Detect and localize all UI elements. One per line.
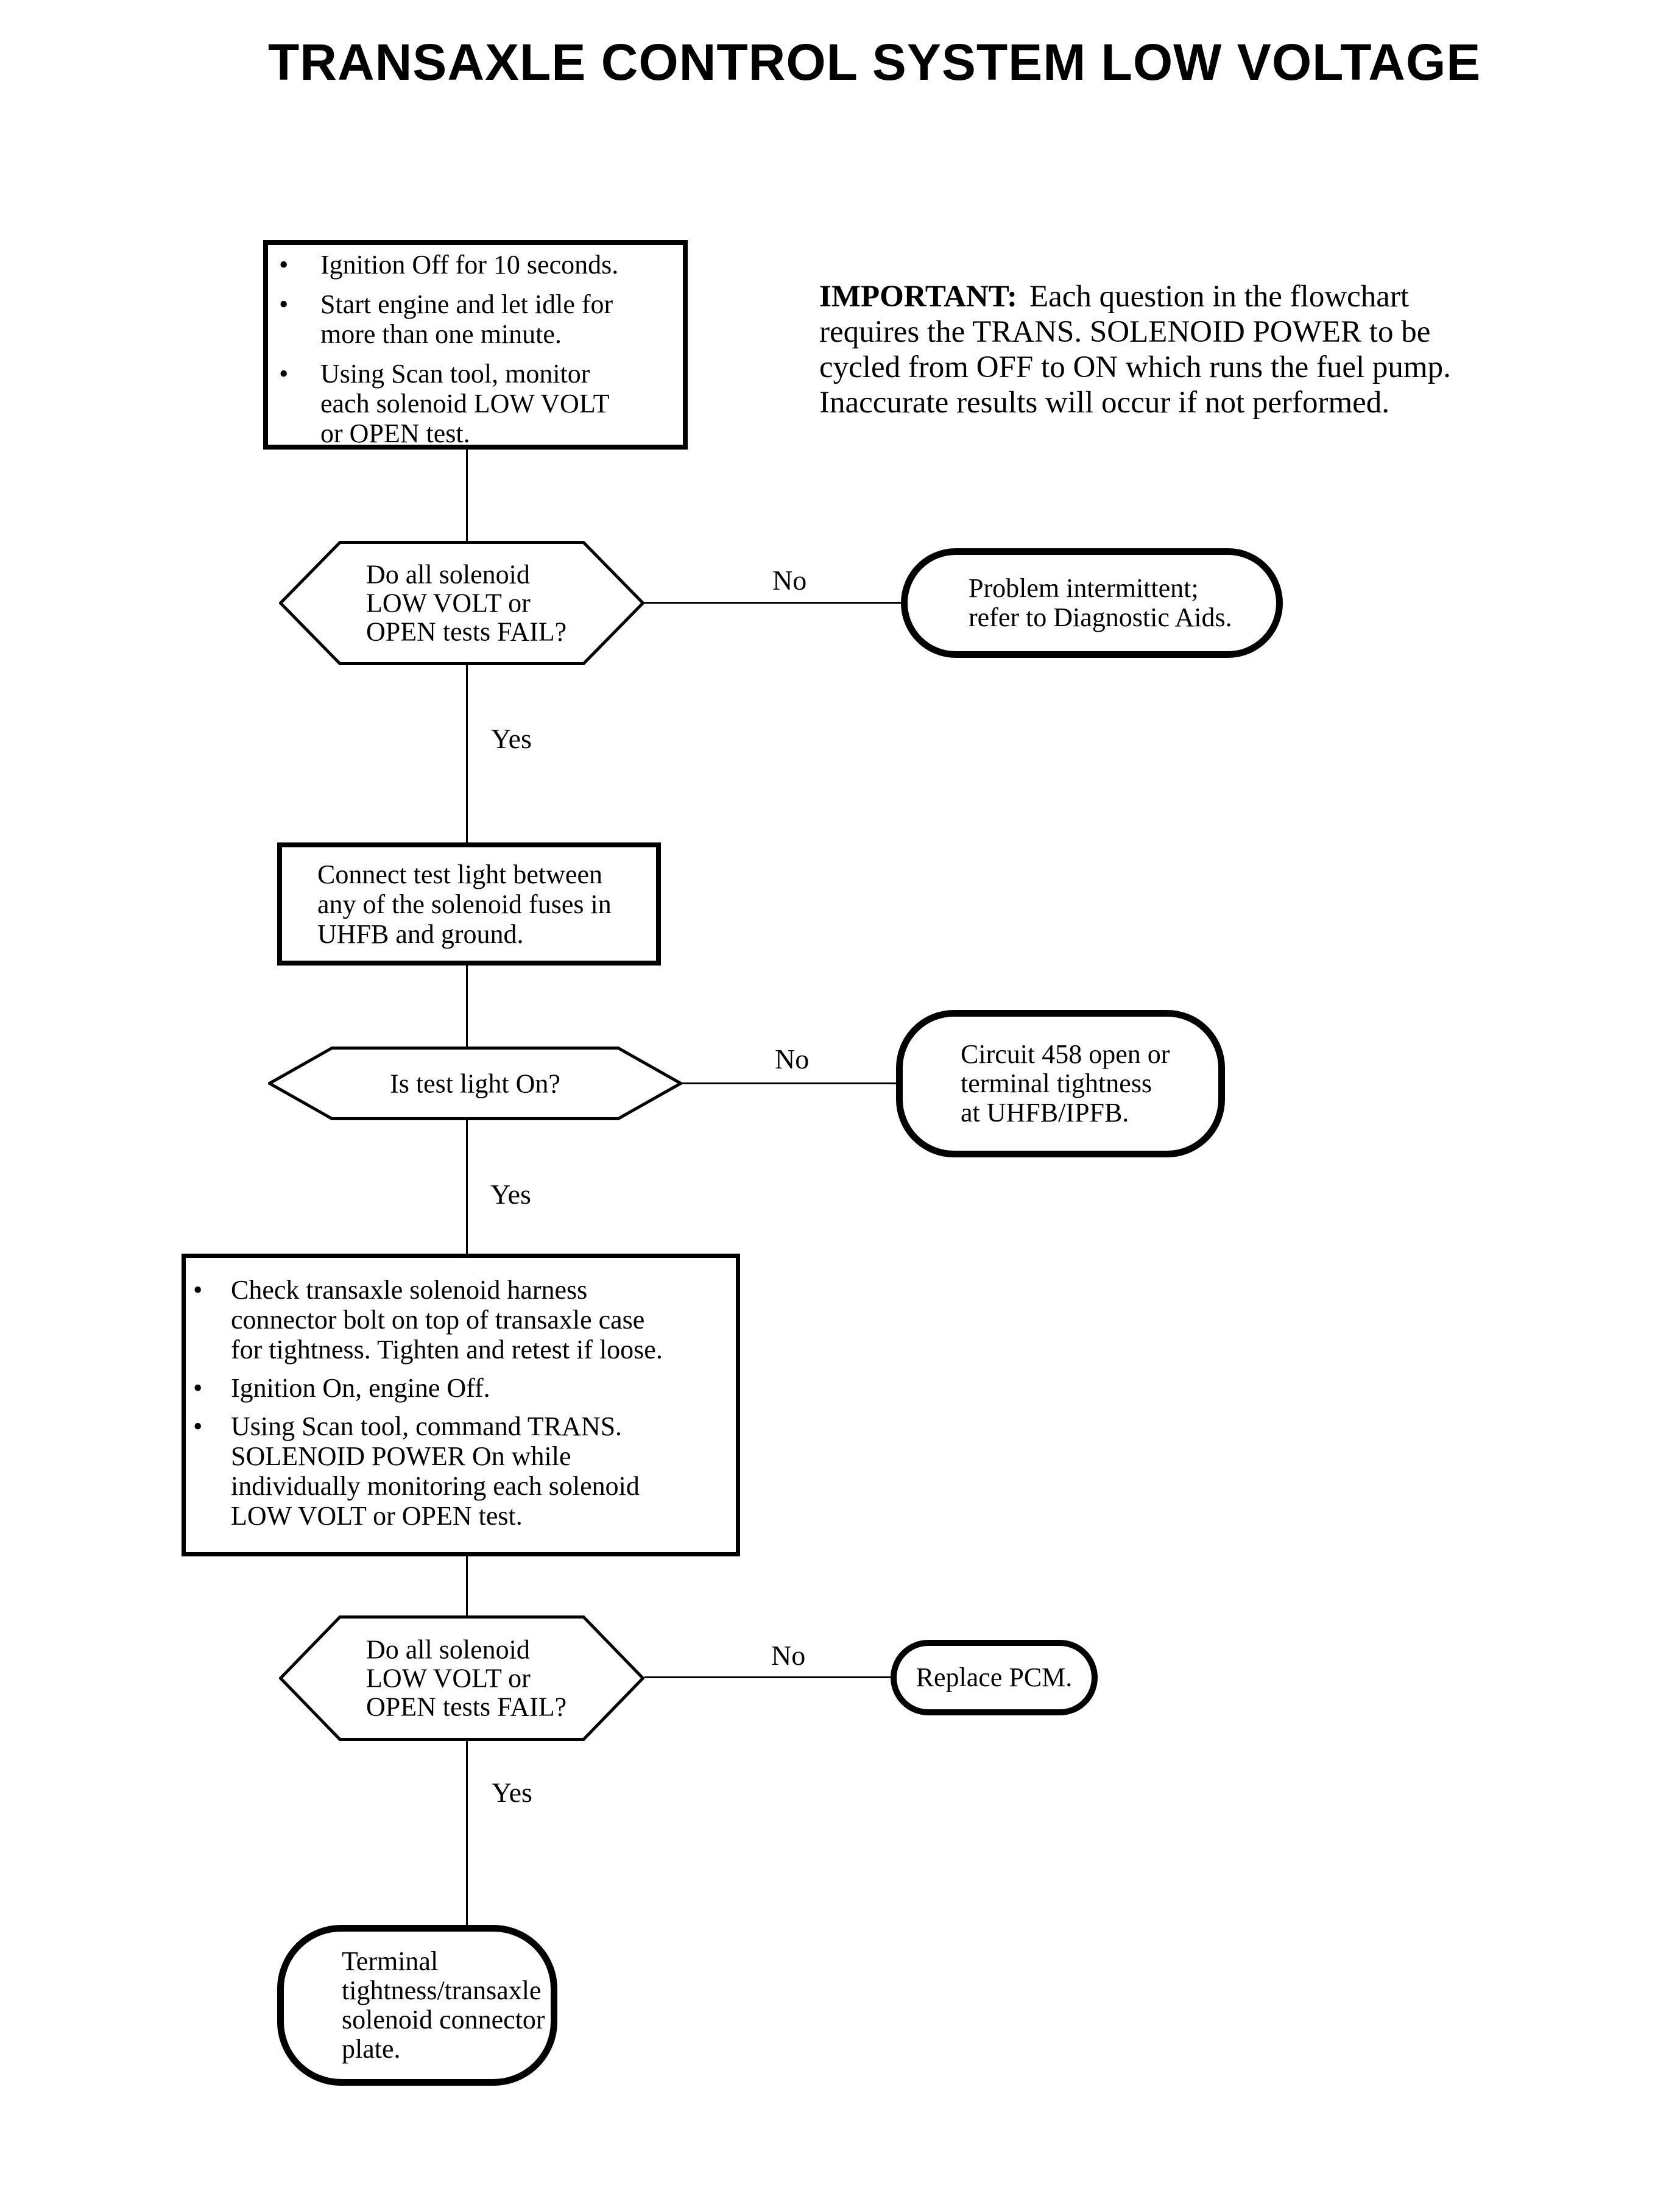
list-item [186, 1373, 736, 1403]
connector-decision3-terminal [466, 1741, 468, 1926]
connector-decision1-no [644, 602, 901, 604]
connector-decision2-step3 [466, 1120, 468, 1254]
bullet-icon [186, 1373, 231, 1403]
step2-text: any of the solenoid fuses in [317, 889, 612, 919]
step1-process-box [263, 240, 688, 450]
decision1-hexagon [279, 541, 644, 665]
terminal-text: at UHFB/IPFB. [961, 1098, 1129, 1128]
connector-step1-decision1 [466, 450, 468, 541]
step1-bullet-text: or OPEN test. [320, 418, 470, 448]
step3-process-box [182, 1254, 740, 1556]
decision3-text: OPEN tests FAIL? [366, 1692, 567, 1722]
terminal-text: Replace PCM. [916, 1662, 1073, 1692]
connector-decision1-step2 [466, 665, 468, 842]
terminal-connector-plate [277, 1925, 557, 2086]
decision1-text: Do all solenoid [366, 559, 530, 590]
important-note-line [819, 279, 1538, 314]
terminal-text: Problem intermittent; [969, 573, 1199, 603]
list-item [268, 359, 683, 448]
terminal-problem-intermittent [901, 548, 1283, 658]
connector-step3-decision3 [466, 1556, 468, 1615]
important-note-line: cycled from OFF to ON which runs the fuel pump. [819, 350, 1451, 384]
bullet-icon [186, 1411, 231, 1441]
terminal-text: refer to Diagnostic Aids. [969, 602, 1232, 632]
connector-decision3-no [644, 1676, 891, 1678]
step3-bullet-text: for tightness. Tighten and retest if loose. [231, 1335, 663, 1364]
step1-bullet-text: more than one minute. [320, 319, 562, 349]
step3-bullet-text: SOLENOID POWER On while [231, 1441, 571, 1471]
important-note [819, 279, 1538, 420]
connector-step2-decision2 [466, 966, 468, 1047]
step3-bullet-text: connector bolt on top of transaxle case [231, 1305, 645, 1335]
bullet-icon [268, 359, 320, 389]
yes-label: Yes [491, 723, 532, 754]
terminal-text: plate. [342, 2034, 401, 2064]
step3-bullet-text: Using Scan tool, command TRANS. [231, 1411, 623, 1441]
important-note-line: Inaccurate results will occur if not performed. [819, 386, 1390, 420]
terminal-text: Terminal [342, 1946, 439, 1976]
bullet-icon [186, 1275, 231, 1305]
connector-decision2-no [682, 1082, 896, 1084]
step2-text: Connect test light between [317, 859, 602, 889]
step3-bullet-text: LOW VOLT or OPEN test. [231, 1501, 523, 1531]
list-item [186, 1411, 736, 1531]
list-item [268, 250, 683, 280]
step1-bullet-text: each solenoid LOW VOLT [320, 389, 610, 418]
terminal-text: tightness/transaxle [342, 1975, 542, 2005]
no-label: No [771, 1640, 806, 1671]
yes-label: Yes [492, 1777, 532, 1808]
decision3-hexagon [279, 1615, 644, 1741]
step1-bullet-text: Using Scan tool, monitor [320, 359, 590, 389]
step3-bullet-text: Ignition On, engine Off. [231, 1373, 490, 1403]
decision2-text: Is test light On? [390, 1068, 560, 1098]
terminal-text: terminal tightness [961, 1068, 1152, 1098]
no-label: No [775, 1043, 810, 1075]
no-label: No [772, 565, 807, 596]
important-note-line: requires the TRANS. SOLENOID POWER to be [819, 315, 1431, 349]
bullet-icon [268, 289, 320, 319]
step1-bullet-text: Ignition Off for 10 seconds. [320, 250, 619, 280]
yes-label: Yes [490, 1179, 531, 1210]
terminal-text: solenoid connector [342, 2005, 545, 2035]
terminal-text: Circuit 458 open or [961, 1039, 1170, 1069]
page-title: TRANSAXLE CONTROL SYSTEM LOW VOLTAGE [268, 34, 1481, 91]
step3-bullet-text: Check transaxle solenoid harness [231, 1275, 588, 1305]
list-item [186, 1275, 736, 1364]
terminal-circuit-458 [896, 1010, 1225, 1157]
step2-text: UHFB and ground. [317, 919, 524, 949]
list-item [268, 289, 683, 349]
decision2-hexagon [268, 1047, 682, 1120]
decision1-text: OPEN tests FAIL? [366, 616, 567, 647]
decision3-text: Do all solenoid [366, 1634, 530, 1665]
terminal-replace-pcm [891, 1640, 1098, 1715]
decision3-text: LOW VOLT or [366, 1663, 531, 1693]
step2-process-box [277, 842, 661, 966]
step3-bullet-text: individually monitoring each solenoid [231, 1471, 640, 1501]
bullet-icon [268, 250, 320, 280]
important-label: IMPORTANT: [819, 280, 1017, 314]
important-text: Each question in the flowchart [1029, 280, 1410, 314]
decision1-text: LOW VOLT or [366, 588, 531, 618]
step1-bullet-text: Start engine and let idle for [320, 289, 613, 319]
